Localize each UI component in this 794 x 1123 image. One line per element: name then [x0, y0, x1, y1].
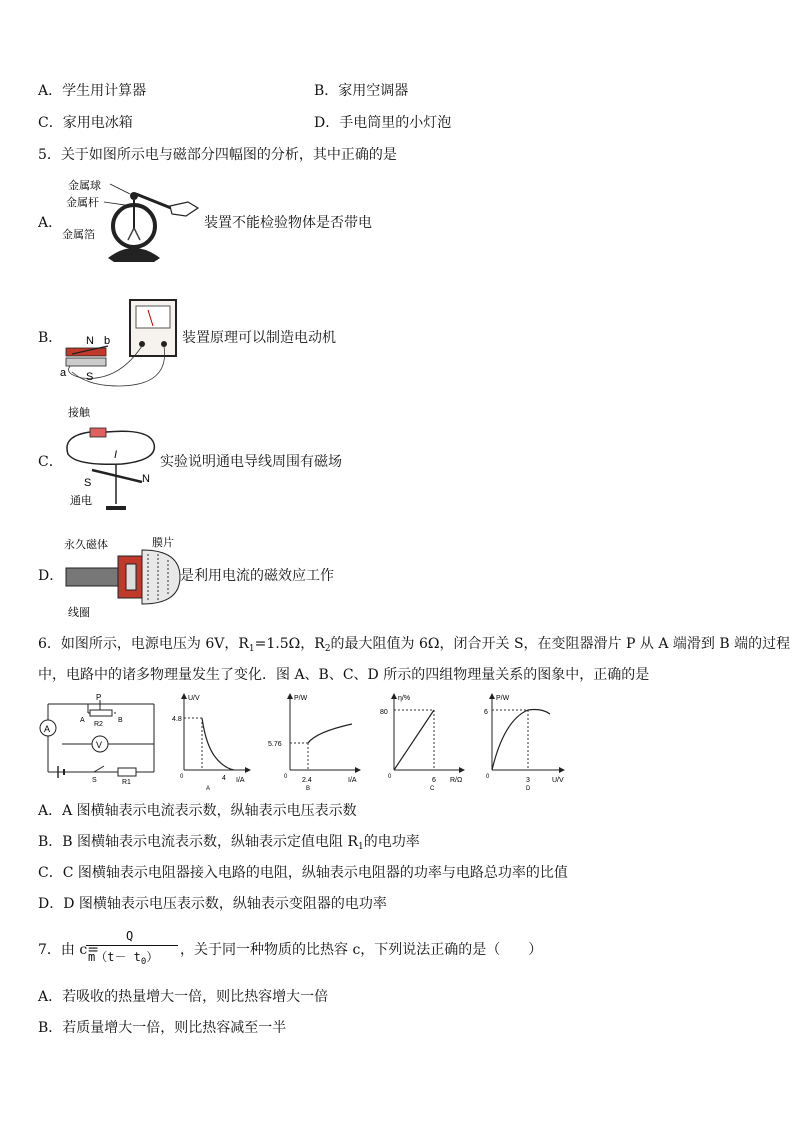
speaker-figure	[62, 534, 180, 620]
q7-option-b: B．若质量增大一倍，则比热容减至一半	[38, 1020, 287, 1036]
a-end-label: a	[60, 367, 67, 379]
q7-fraction-numerator: Q	[126, 929, 134, 943]
graph-a-ytick: 4.8	[172, 716, 182, 723]
metal-foil-label: 金属箔	[62, 229, 95, 241]
graph-c	[380, 695, 462, 792]
metal-ball-label: 金属球	[68, 180, 101, 192]
graph-b	[268, 695, 358, 792]
q5-stem: 5．关于如图所示电与磁部分四幅图的分析，其中正确的是	[38, 147, 397, 163]
q4-option-a: A．学生用计算器	[38, 83, 147, 99]
graph-d-xtick: 3	[526, 777, 530, 784]
power-on-label: 通电	[70, 495, 92, 507]
q4-option-c: C．家用电冰箱	[38, 115, 133, 131]
q5-a-text: 装置不能检验物体是否带电	[204, 215, 372, 231]
q7-fraction-bar	[86, 945, 178, 946]
graph-b-origin: 0	[284, 774, 288, 780]
q7-fraction-denominator: $m(t- t_0)$	[88, 950, 159, 967]
q5-d-letter: D．	[38, 568, 64, 584]
graph-b-name: B	[306, 786, 311, 792]
induction-figure	[58, 282, 182, 390]
ammeter-label: A	[44, 724, 51, 734]
s-pole-label: S	[86, 371, 94, 383]
q7-stem-pre: 7．由 c=	[38, 942, 99, 958]
current-label: I	[114, 449, 118, 461]
voltmeter-label: V	[96, 740, 103, 750]
circuit-diagram	[38, 692, 158, 786]
terminal-b-label: B	[118, 717, 123, 724]
graph-a-name: A	[206, 786, 211, 792]
graph-c-ytick: 80	[380, 709, 388, 716]
graph-d-xlabel: U/V	[552, 777, 564, 784]
electroscope-figure	[58, 172, 204, 268]
graph-c-origin: 0	[388, 774, 392, 780]
graph-c-xtick: 6	[432, 777, 436, 784]
q5-d-text: 是利用电流的磁效应工作	[180, 568, 334, 584]
graph-c-name: C	[430, 786, 435, 792]
q5-b-letter: B．	[38, 330, 63, 346]
r1-label: R1	[122, 779, 131, 786]
q7-stem-post: ，关于同一种物质的比热容 c，下列说法正确的是（ ）	[180, 942, 543, 958]
graph-c-xlabel: R/Ω	[450, 777, 463, 784]
graph-b-xtick: 2.4	[302, 777, 312, 784]
n-pole-label: N	[86, 335, 94, 347]
r2-label: R2	[94, 721, 103, 728]
graph-a-xlabel: I/A	[236, 777, 245, 784]
q4-option-d: D．手电筒里的小灯泡	[314, 115, 452, 131]
graph-d-ylabel: P/W	[496, 695, 510, 702]
s-label: S	[84, 477, 92, 489]
magnet-label: 永久磁体	[64, 539, 108, 551]
graph-d	[484, 695, 564, 792]
terminal-a-label: A	[80, 717, 85, 724]
graph-d-ytick: 6	[484, 709, 488, 716]
b-end-label: b	[104, 335, 111, 347]
graph-b-ytick: 5.76	[268, 741, 282, 748]
q5-b-text: 装置原理可以制造电动机	[182, 330, 336, 346]
q4-option-b: B．家用空调器	[314, 83, 409, 99]
graph-c-ylabel: η/%	[398, 695, 411, 702]
q5-a-letter: A．	[38, 215, 63, 231]
switch-s-label: S	[92, 777, 97, 784]
q6-graphs	[172, 690, 592, 794]
q6-stem-line2: 中，电路中的诸多物理量发生了变化．图 A、B、C、D 所示的四组物理量关系的图象中，正确的是	[38, 667, 650, 683]
graph-b-xlabel: I/A	[348, 777, 357, 784]
q6-stem-line1: 6．如图所示，电源电压为 6V，$R_1=1.5\Omega$，$R_2$的最大阻值为 6Ω，闭合开关 S，在变阻器滑片 P 从 A 端滑到 B 端的过程	[38, 636, 791, 654]
metal-rod-label: 金属杆	[66, 197, 99, 209]
graph-a-origin: 0	[180, 774, 184, 780]
graph-d-name: D	[526, 786, 531, 792]
q6-option-d: D．D 图横轴表示电压表示数，纵轴表示变阻器的电功率	[38, 896, 387, 912]
graph-b-ylabel: P/W	[294, 695, 308, 702]
graph-a-xtick: 4	[222, 775, 226, 782]
n-label: N	[142, 473, 150, 485]
q5-c-letter: C．	[38, 454, 63, 470]
slider-p-label: P	[96, 693, 102, 702]
membrane-label: 膜片	[152, 537, 174, 549]
q7-option-a: A．若吸收的热量增大一倍，则比热容增大一倍	[38, 989, 329, 1005]
q5-c-text: 实验说明通电导线周围有磁场	[160, 454, 342, 470]
q6-option-a: A．A 图横轴表示电流表示数，纵轴表示电压表示数	[38, 803, 357, 819]
contact-label: 接触	[68, 407, 90, 419]
q6-option-c: C．C 图横轴表示电阻器接入电路的电阻，纵轴表示电阻器的功率与电路总功率的比值	[38, 865, 568, 881]
graph-d-origin: 0	[486, 774, 490, 780]
graph-a-ylabel: U/V	[188, 695, 200, 702]
oersted-figure	[62, 402, 162, 514]
graph-a	[172, 695, 248, 792]
q6-option-b: B．B 图横轴表示电流表示数，纵轴表示定值电阻 $R_1$的电功率	[38, 834, 420, 852]
coil-label: 线圈	[68, 607, 90, 619]
